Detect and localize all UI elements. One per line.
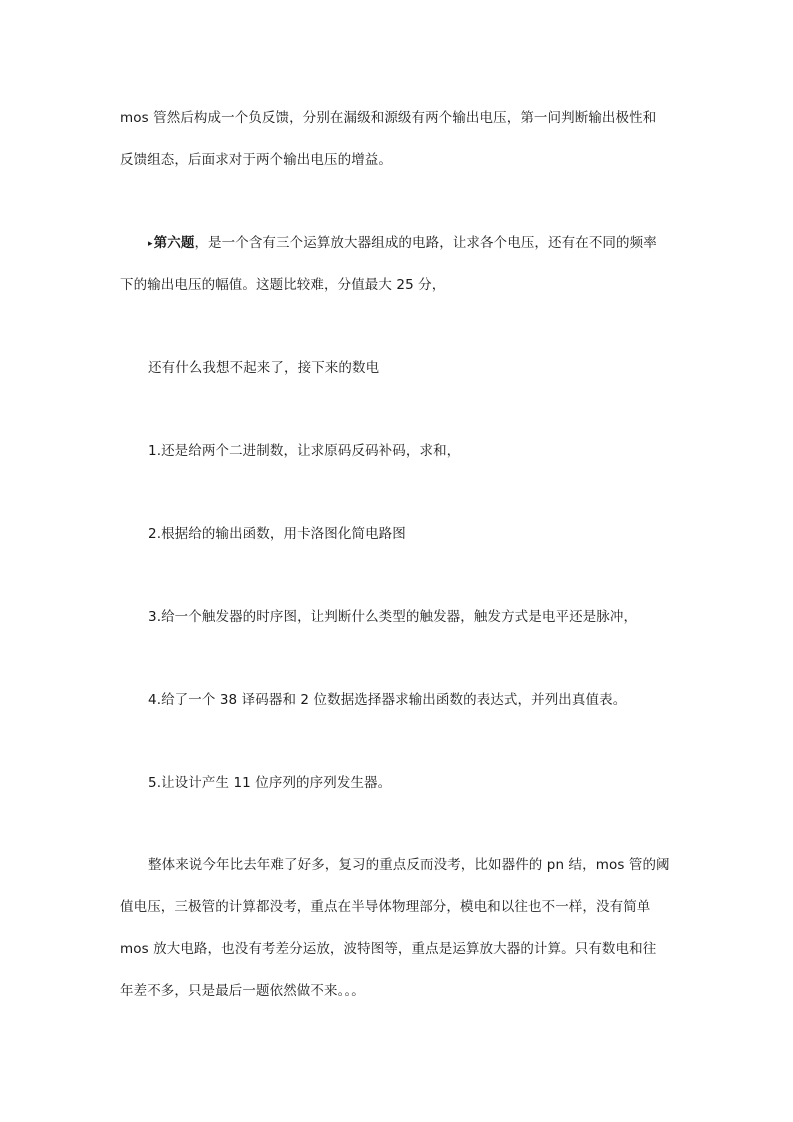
list-item-5: 5.让设计产生 11 位序列的序列发生器。 <box>148 775 392 791</box>
paragraph-1-line-2: 反馈组态，后面求对于两个输出电压的增益。 <box>120 152 392 168</box>
list-item-2: 2.根据给的输出函数，用卡洛图化简电路图 <box>148 526 406 542</box>
question-six-label: 第六题 <box>153 235 195 251</box>
summary-line-3: mos 放大电路，也没有考差分运放，波特图等，重点是运算放大器的计算。只有数电和往 <box>120 941 657 957</box>
summary-line-2: 值电压，三极管的计算都没考，重点在半导体物理部分，模电和以往也不一样，没有简单 <box>120 899 651 915</box>
paragraph-2-line-1 <box>148 233 708 254</box>
paragraph-3: 还有什么我想不起来了，接下来的数电 <box>148 360 380 376</box>
summary-line-1: 整体来说今年比去年难了好多，复习的重点反而没考，比如器件的 pn 结，mos 管的阈 <box>148 857 670 873</box>
bullet-arrow-icon: ▸ <box>148 239 153 249</box>
paragraph-2-line-1-text: ，是一个含有三个运算放大器组成的电路，让求各个电压，还有在不同的频率 <box>194 235 657 251</box>
paragraph-2-line-2: 下的输出电压的幅值。这题比较难，分值最大 25 分， <box>120 277 446 293</box>
list-item-3: 3.给一个触发器的时序图，让判断什么类型的触发器，触发方式是电平还是脉冲， <box>148 609 638 625</box>
list-item-1: 1.还是给两个二进制数，让求原码反码补码，求和， <box>148 443 461 459</box>
paragraph-1-line-1: mos 管然后构成一个负反馈，分别在漏级和源级有两个输出电压，第一问判断输出极性和 <box>120 110 657 126</box>
summary-line-4: 年差不多，只是最后一题依然做不来。。。 <box>120 983 365 999</box>
list-item-4: 4.给了一个 38 译码器和 2 位数据选择器求输出函数的表达式，并列出真值表。 <box>148 692 627 708</box>
